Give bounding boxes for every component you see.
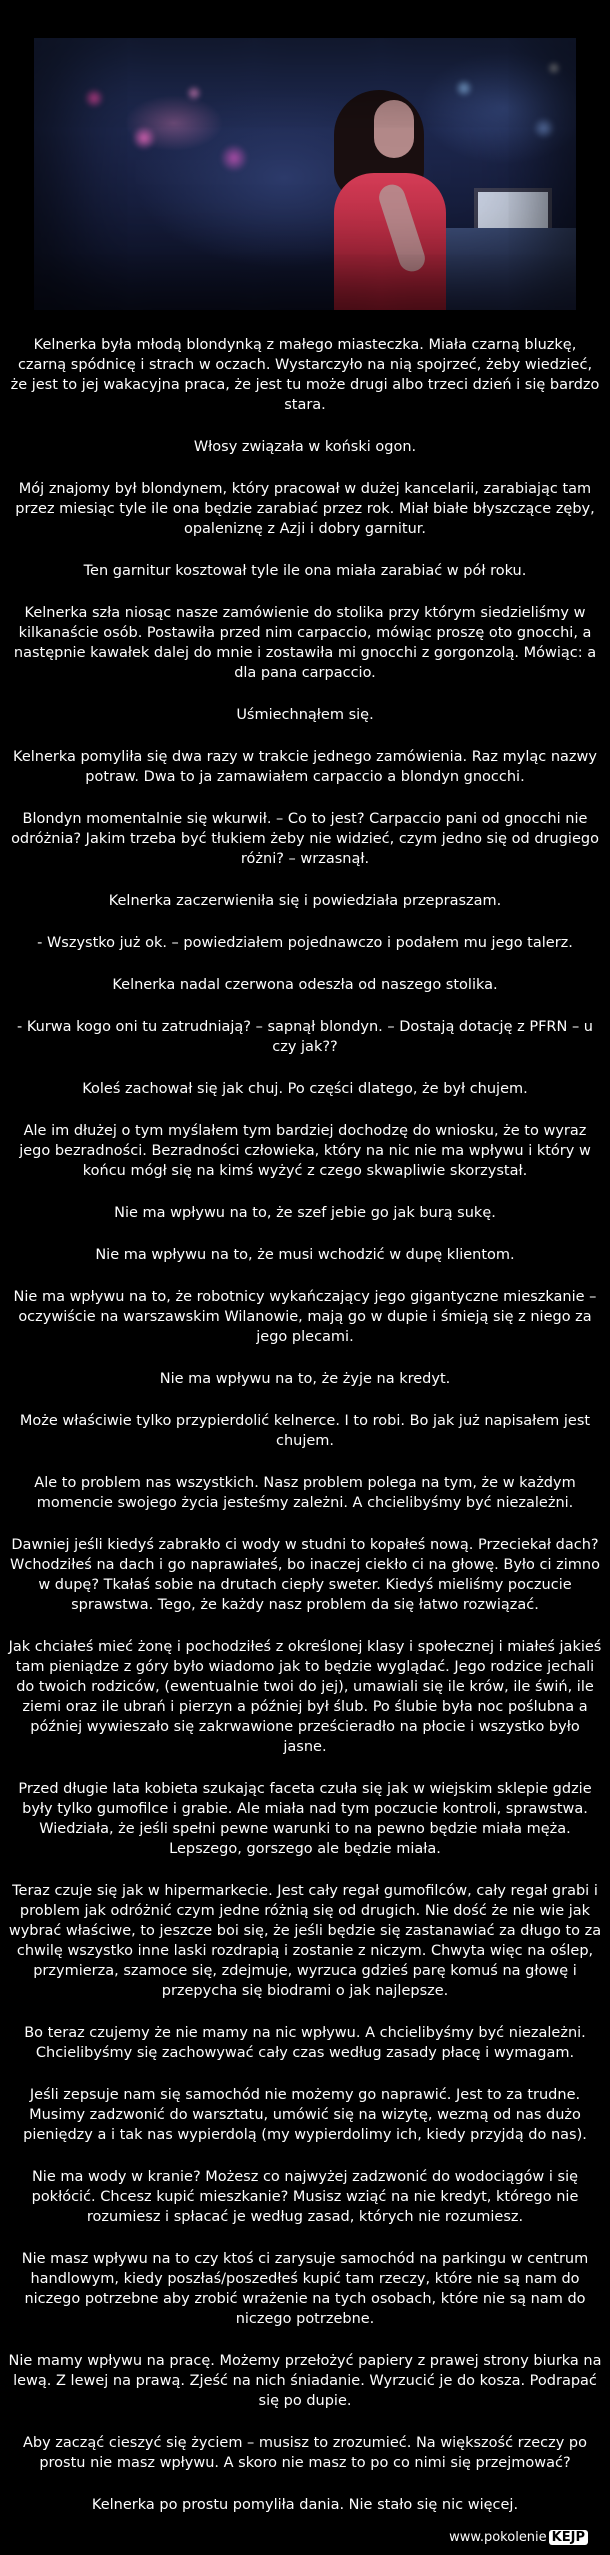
- paragraph: Mój znajomy był blondynem, który pracował w dużej kancelarii, zarabiając tam przez miesiąc tyle ile ona będzie zarabiać przez rok. Miał białe błyszczące zęby, opaleniznę z Azji i dobry garnitur.: [15, 481, 595, 537]
- paragraph: Może właściwie tylko przypierdolić kelnerce. I to robi. Bo jak już napisałem jest chujem.: [19, 1413, 591, 1449]
- paragraph: Ale to problem nas wszystkich. Nasz problem polega na tym, że w każdym momencie swojego życia jesteśmy zależni. A chcielibyśmy być niezależni.: [34, 1475, 576, 1511]
- paragraph: Jak chciałeś mieć żonę i pochodziłeś z określonej klasy i społecznej i miałeś jakieś tam pieniądze z góry było wiadomo jak to będzie wyglądać. Jego rodzice jechali do twoich rodziców, (ewentualnie twoi do jej), umawiali się ile krów, ile świń, ile ziemi oraz ile ubrań i pierzyn a później był ślub. Po ślubie była noc poślubna a później wywieszało się zakrwawione prześcieradło na płocie i wszystko było jasne.: [8, 1639, 602, 1755]
- paragraph: Kelnerka zaczerwieniła się i powiedziała przepraszam.: [108, 893, 502, 909]
- paragraph: Nie ma wpływu na to, że musi wchodzić w dupę klientom.: [95, 1247, 515, 1263]
- paragraph: Aby zacząć cieszyć się życiem – musisz to zrozumieć. Na większość rzeczy po prostu nie masz wpływu. A skoro nie masz to po co nimi się przejmować?: [22, 2435, 588, 2471]
- paragraph: Jeśli zepsuje nam się samochód nie możemy go naprawić. Jest to za trudne. Musimy zadzwonić do warsztatu, umówić się na wizytę, wezmą od nas dużo pieniędzy a i tak nas wypierdolą (my wypierdolimy ich, kiedy przyjdą do nas).: [23, 2087, 587, 2143]
- paragraph: Nie ma wpływu na to, że żyje na kredyt.: [159, 1371, 451, 1387]
- paragraph: Kelnerka szła niosąc nasze zamówienie do stolika przy którym siedzieliśmy w kilkanaście osób. Postawiła przed nim carpaccio, mówiąc proszę oto gnocchi, a następnie kawałek dalej do mnie i zostawiła mi gnocchi z gorgonzolą. Mówiąc: a dla pana carpaccio.: [13, 605, 597, 681]
- paragraph: Kelnerka pomyliła się dwa razy w trakcie jednego zamówienia. Raz myląc nazwy potraw. Dwa to ja zamawiałem carpaccio a blondyn gnocchi.: [13, 749, 597, 785]
- paragraph: Bo teraz czujemy że nie mamy na nic wpływu. A chcielibyśmy być niezależni. Chcielibyśmy się zachowywać cały czas według zasady płacę i wymagam.: [24, 2025, 586, 2061]
- photo-vignette: [34, 38, 576, 310]
- paragraph: Ale im dłużej o tym myślałem tym bardziej dochodzę do wniosku, że to wyraz jego bezradności. Bezradności człowieka, który na nic nie ma wpływu i który w końcu mógł się na kimś wyżyć z czego skwapliwie skorzystał.: [19, 1123, 591, 1179]
- footer-logo: KEJP: [549, 2530, 588, 2545]
- paragraph: Koleś zachował się jak chuj. Po części dlatego, że był chujem.: [82, 1081, 528, 1097]
- paragraph: Nie mamy wpływu na pracę. Możemy przełożyć papiery z prawej strony biurka na lewą. Z lewej na prawą. Zjeść na nich śniadanie. Wyrzucić je do kosza. Podrapać się po dupie.: [8, 2353, 602, 2409]
- paragraph: Włosy związała w koński ogon.: [193, 439, 417, 455]
- paragraph: Nie ma wody w kranie? Możesz co najwyżej zadzwonić do wodociągów i się pokłócić. Chcesz kupić mieszkanie? Musisz wziąć na nie kredyt, którego nie rozumiesz i spłacać je według zasad, których nie rozumiesz.: [31, 2169, 579, 2225]
- paragraph: Przed długie lata kobieta szukając faceta czuła się jak w wiejskim sklepie gdzie były tylko gumofilce i grabie. Ale miała nad tym poczucie kontroli, sprawstwa. Wiedziała, że jeśli spełni pewne warunki to na pewno będzie miała męża. Lepszego, gorszego ale będzie miała.: [18, 1781, 592, 1857]
- paragraph: Uśmiechnąłem się.: [236, 707, 374, 723]
- story-text: [8, 335, 602, 2537]
- paragraph: - Kurwa kogo oni tu zatrudniają? – sapnął blondyn. – Dostają dotację z PFRN – u czy jak??: [16, 1019, 593, 1055]
- paragraph: Nie ma wpływu na to, że szef jebie go jak burą sukę.: [114, 1205, 496, 1221]
- paragraph: Kelnerka była młodą blondynką z małego miasteczka. Miała czarną bluzkę, czarną spódnicę i strach w oczach. Wystarczyło na nią spojrzeć, żeby wiedzieć, że jest to jej wakacyjna praca, że jest tu może drugi albo trzeci dzień i się bardzo stara.: [10, 337, 600, 413]
- paragraph: Blondyn momentalnie się wkurwił. – Co to jest? Carpaccio pani od gnocchi nie odróżnia? Jakim trzeba być tłukiem żeby nie widzieć, czym jedno się od drugiego różni? – wrzasnął.: [11, 811, 599, 867]
- header-photo: [34, 38, 576, 310]
- paragraph: Nie ma wpływu na to, że robotnicy wykańczający jego gigantyczne mieszkanie – oczywiście na warszawskim Wilanowie, mają go w dupie i śmieją się z niego za jego plecami.: [13, 1289, 597, 1345]
- paragraph: Teraz czuje się jak w hipermarkecie. Jest cały regał gumofilców, cały regał grabi i problem jak odróżnić czym jedne różnią się od drugich. Nie dość że nie wie jak wybrać właściwe, to jeszcze boi się, że jeśli będzie się zastanawiać za długo to za chwilę wszystko inne laski rozdrapią i zostanie z niczym. Chwyta więc na oślep, przymierza, szamoce się, zdejmuje, wyrzuca gdzieś parę komuś na głowę i przepycha się biodrami o jak najlepsze.: [8, 1883, 602, 1999]
- paragraph: Kelnerka nadal czerwona odeszła od naszego stolika.: [112, 977, 498, 993]
- paragraph: - Wszystko już ok. – powiedziałem pojednawczo i podałem mu jego talerz.: [37, 935, 573, 951]
- paragraph: Nie masz wpływu na to czy ktoś ci zarysuje samochód na parkingu w centrum handlowym, kiedy poszłaś/poszedłeś kupić tam rzeczy, które nie są nam do niczego potrzebne aby zrobić wrażenie na tych osobach, które nie są nam do niczego potrzebne.: [21, 2251, 589, 2327]
- footer-site[interactable]: www.pokolenie: [449, 2530, 547, 2545]
- footer-watermark: [449, 2530, 588, 2545]
- paragraph: Kelnerka po prostu pomyliła dania. Nie stało się nic więcej.: [91, 2497, 519, 2513]
- paragraph: Dawniej jeśli kiedyś zabrakło ci wody w studni to kopałeś nową. Przeciekał dach? Wchodziłeś na dach i go naprawiałeś, bo inaczej ciekło ci na głowę. Było ci zimno w dupę? Tkałaś sobie na drutach ciepły sweter. Kiedyś mieliśmy poczucie sprawstwa. Tego, że każdy nasz problem da się łatwo rozwiązać.: [10, 1537, 600, 1613]
- paragraph: Ten garnitur kosztował tyle ile ona miała zarabiać w pół roku.: [83, 563, 527, 579]
